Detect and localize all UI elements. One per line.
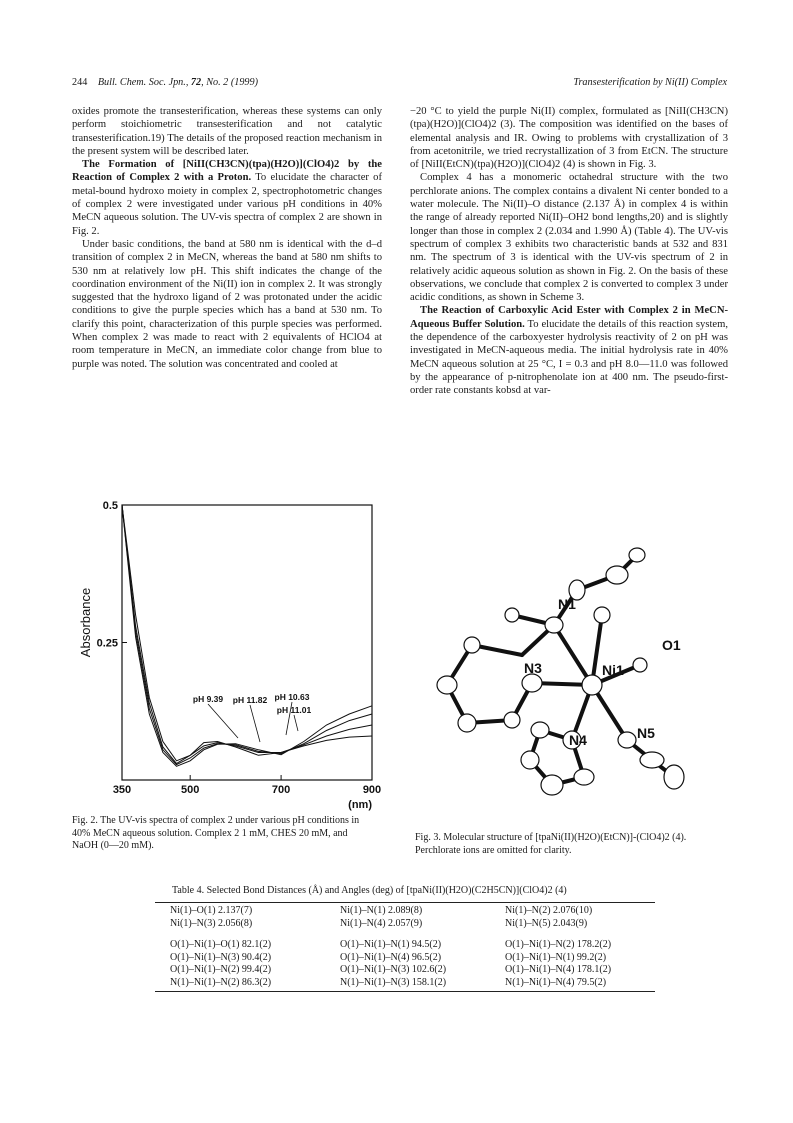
figure-2-caption: Fig. 2. The UV-vis spectra of complex 2 under various pH conditions in 40% MeCN aqueous solution. Complex 2 1 mM, CHES 20 mM, and NaOH (0—20 mM). xyxy=(72,815,360,851)
paragraph: Under basic conditions, the band at 580 nm is identical with the d–d transition of complex 2 in MeCN, whereas the band at 580 nm shifts to 530 nm at relatively low pH. This shift indicates the change of the coordination environment of the Ni(II) ion in complex 2. It was strongly suggested that the hydroxo ligand of 2 was protonated under the acidic conditions to give the purple species which has a band at 530 nm. To clarify this point, characterization of this purple species was performed. When complex 2 was made to react with 2 equivalents of HClO4 at room temperature in MeCN, an immediate color change from blue to purple was noted. The solution was concentrated and cooled at xyxy=(72,238,382,370)
table-cell: O(1)–Ni(1)–N(2) 99.4(2) xyxy=(170,964,272,975)
table-cell: O(1)–Ni(1)–N(3) 102.6(2) xyxy=(340,964,447,975)
x-tick-label: 900 xyxy=(362,784,382,796)
series-line-0 xyxy=(122,505,372,761)
running-title: Transesterification by Ni(II) Complex xyxy=(573,77,727,88)
journal-citation: Bull. Chem. Soc. Jpn., 72, No. 2 (1999) xyxy=(97,77,258,88)
atom-label-n4: N4 xyxy=(569,732,587,748)
x-tick-label: 350 xyxy=(112,784,132,796)
table-row xyxy=(155,905,655,918)
table-cell: O(1)–Ni(1)–N(2) 178.2(2) xyxy=(505,939,612,950)
table-row xyxy=(155,977,655,990)
table-cell: Ni(1)–N(1) 2.089(8) xyxy=(340,905,423,916)
figure-3-caption: Fig. 3. Molecular structure of [tpaNi(II)(H2O)(EtCN)]-(ClO4)2 (4). Perchlorate ions are omitted for clarity. xyxy=(415,832,687,856)
paragraph: −20 °C to yield the purple Ni(II) complex, formulated as [NiII(CH3CN)(tpa)(H2O)](ClO4)2 (3). The composition was identified on the bases of elemental analysis and IR. Owing to problems with crystallization of 3 from acetonitrile, we tried recrystallization of 3 from EtCN. The structure of [NiII(EtCN)(tpa)(H2O)](ClO4)2 (4) is shown in Fig. 3. xyxy=(410,106,728,171)
uv-vis-chart xyxy=(72,495,392,815)
table-cell: O(1)–Ni(1)–N(4) 96.5(2) xyxy=(340,951,442,963)
atom-label-ni1: Ni1 xyxy=(602,662,624,678)
series-label: pH 11.01 xyxy=(276,705,312,715)
series-line-1 xyxy=(122,505,372,764)
atom-label-n5: N5 xyxy=(637,725,655,741)
y-axis-label: Absorbance xyxy=(78,587,93,658)
series-arrow xyxy=(294,715,298,731)
series-label: pH 11.82 xyxy=(232,695,268,705)
atom-label-o1: O1 xyxy=(662,637,681,653)
table-row xyxy=(155,939,655,952)
series-arrow xyxy=(250,705,260,742)
left-column xyxy=(72,105,382,371)
table-cell: O(1)–Ni(1)–N(1) 99.2(2) xyxy=(505,951,607,963)
table-cell: Ni(1)–N(3) 2.056(8) xyxy=(170,917,253,929)
table-cell: O(1)–Ni(1)–N(1) 94.5(2) xyxy=(340,939,442,950)
table-cell: O(1)–Ni(1)–N(3) 90.4(2) xyxy=(170,951,272,963)
paragraph: oxides promote the transesterification, whereas these systems can only perform stoichiometric transesterification and not catalytic transesterification.19) The details of the proposed reaction mechanism in the present system will be described later. xyxy=(72,106,382,157)
atom-label-n3: N3 xyxy=(524,660,542,676)
section-heading: The Reaction of Carboxylic Acid Ester with Complex 2 in MeCN-Aqueous Buffer Solution. xyxy=(410,305,728,330)
y-tick-label: 0.5 xyxy=(102,500,118,512)
table-cell: Ni(1)–N(2) 2.076(10) xyxy=(505,905,593,916)
right-column xyxy=(410,105,728,398)
series-label: pH 9.39 xyxy=(192,694,224,704)
paragraph: Complex 4 has a monomeric octahedral structure with the two perchlorate anions. The complex contains a divalent Ni center bonded to a water molecule. The Ni(II)–O distance (2.137 Å) in complex 4 is within the range of already reported Ni(II)–OH2 bond lengths,20) and is slightly longer than those in complex 2 (2.034 and 1.990 Å) (Table 4). The UV-vis spectrum of complex 3 exhibits two characteristic bands at 532 and 831 nm. The spectrum of 3 is identical with the UV-vis spectrum of 2 in relatively acidic aqueous solution as shown in Fig. 2. On the basis of these observations, we conclude that complex 2 is converted to complex 3 under acidic conditions, as shown in Scheme 3. xyxy=(410,172,728,304)
table-cell: O(1)–Ni(1)–O(1) 82.1(2) xyxy=(170,939,272,950)
running-header xyxy=(72,77,727,91)
molecular-structure-diagram xyxy=(412,545,712,800)
atom-label-n1: N1 xyxy=(558,596,576,612)
table-cell: Ni(1)–N(4) 2.057(9) xyxy=(340,917,423,929)
series-arrow xyxy=(208,704,238,738)
table-cell: Ni(1)–O(1) 2.137(7) xyxy=(170,905,253,916)
x-tick-label: 700 xyxy=(271,784,291,796)
table-row xyxy=(155,952,655,965)
table-cell: O(1)–Ni(1)–N(4) 178.1(2) xyxy=(505,964,612,975)
table-row xyxy=(155,964,655,977)
paragraph: The Reaction of Carboxylic Acid Ester with Complex 2 in MeCN-Aqueous Buffer Solution. To elucidate the details of this reaction system, the dependence of the carboxyester hydrolysis reactivity of 2 on pH was investigated in MeCN-aqueous media. The initial hydrolysis rate in 40% MeCN aqueous solution at 25 °C, I = 0.3 and pH 8.0—11.0 was followed by the appearance of p-nitrophenolate ion at 400 nm. The pseudo-first-order rate constants kobsd at var- xyxy=(410,305,728,397)
series-label: pH 10.63 xyxy=(274,692,310,702)
series-line-2 xyxy=(122,505,372,765)
bond-table xyxy=(155,902,655,992)
table-cell: N(1)–Ni(1)–N(3) 158.1(2) xyxy=(340,976,447,988)
table-cell: Ni(1)–N(5) 2.043(9) xyxy=(505,917,588,929)
x-axis-label: (nm) xyxy=(348,799,372,811)
table-cell: N(1)–Ni(1)–N(4) 79.5(2) xyxy=(505,976,607,988)
x-tick-label: 500 xyxy=(181,784,200,796)
page-number: 244 xyxy=(72,77,88,88)
section-heading: The Formation of [NiII(CH3CN)(tpa)(H2O)](ClO4)2 by the Reaction of Complex 2 with a Proton. xyxy=(72,159,382,184)
y-tick-label: 0.25 xyxy=(96,637,118,650)
paragraph: The Formation of [NiII(CH3CN)(tpa)(H2O)](ClO4)2 by the Reaction of Complex 2 with a Proton. To elucidate the character of metal-bound hydroxo moiety in complex 2, spectrophotometric changes of complex 2 were investigated under various pH conditions in 40% MeCN aqueous solution. The UV-vis spectra of complex 2 are shown in Fig. 2. xyxy=(72,159,382,237)
table-caption: Table 4. Selected Bond Distances (Å) and Angles (deg) of [tpaNi(II)(H2O)(C2H5CN)](ClO4)2 (4) xyxy=(172,885,567,896)
table-cell: N(1)–Ni(1)–N(2) 86.3(2) xyxy=(170,976,272,988)
table-row xyxy=(155,918,655,931)
